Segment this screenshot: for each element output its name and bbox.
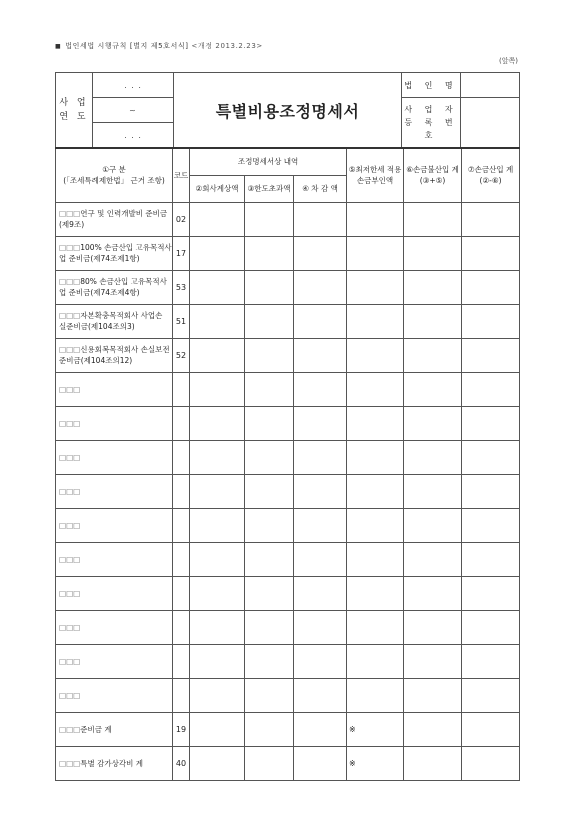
column-header-category: ①구 분 (「조세특례제한법」 근거 조항) xyxy=(56,148,173,202)
row-label-line2: 실준비금(제104조의3) xyxy=(59,322,135,331)
cell-company-amount[interactable] xyxy=(190,236,245,270)
cell-net-amount[interactable] xyxy=(294,474,347,508)
cell-min-tax-disallowed[interactable] xyxy=(347,270,404,304)
row-code xyxy=(173,576,190,610)
row-label-line1: 80% 손금산입 고유목적사 xyxy=(80,277,167,286)
cell-excess-limit[interactable] xyxy=(245,542,294,576)
revision-date: <개정 2013.2.23> xyxy=(191,42,263,50)
row-category-label xyxy=(56,338,173,372)
checkbox-placeholder-icon: □□□ xyxy=(59,311,81,320)
cell-deductible-total[interactable] xyxy=(462,338,520,372)
checkbox-placeholder-icon: □□□ xyxy=(59,656,81,666)
column-header-company-amount: ②회사계상액 xyxy=(190,175,245,202)
cell-excess-limit[interactable] xyxy=(245,236,294,270)
cell-company-amount[interactable] xyxy=(190,678,245,712)
row-code: 52 xyxy=(173,338,190,372)
form-reference-text: 법인세법 시행규칙 [별지 제5호서식] xyxy=(65,42,189,50)
cell-net-amount[interactable] xyxy=(294,372,347,406)
cell-nondeductible-total[interactable] xyxy=(404,440,462,474)
page-side-mark: (앞쪽) xyxy=(499,57,518,65)
checkbox-placeholder-icon: □□□ xyxy=(59,243,81,252)
cell-deductible-total[interactable] xyxy=(462,202,520,236)
cell-nondeductible-total[interactable] xyxy=(404,610,462,644)
checkbox-placeholder-icon: □□□ xyxy=(59,384,81,394)
row-category-label xyxy=(56,372,173,406)
row-code xyxy=(173,508,190,542)
cell-min-tax-disallowed[interactable] xyxy=(347,406,404,440)
cell-net-amount[interactable] xyxy=(294,746,347,780)
row-code: 19 xyxy=(173,712,190,746)
cell-nondeductible-total[interactable] xyxy=(404,304,462,338)
cell-company-amount[interactable] xyxy=(190,440,245,474)
table-row xyxy=(56,474,520,508)
row-code xyxy=(173,610,190,644)
cell-nondeductible-total[interactable] xyxy=(404,474,462,508)
cell-company-amount[interactable] xyxy=(190,474,245,508)
table-row xyxy=(56,372,520,406)
cell-min-tax-disallowed[interactable] xyxy=(347,338,404,372)
cell-min-tax-disallowed[interactable] xyxy=(347,542,404,576)
row-code xyxy=(173,542,190,576)
cell-min-tax-disallowed[interactable] xyxy=(347,678,404,712)
row-code xyxy=(173,372,190,406)
column-header-net-amount: ④ 차 감 액 xyxy=(294,175,347,202)
row-category-label xyxy=(56,610,173,644)
year-to-field[interactable]: . . . xyxy=(93,123,174,148)
form-header-table xyxy=(55,72,520,148)
row-category-label xyxy=(56,236,173,270)
row-label-line2: 업 준비금(제74조제4항) xyxy=(59,288,140,297)
table-row xyxy=(56,236,520,270)
cell-company-amount[interactable] xyxy=(190,304,245,338)
cell-company-amount[interactable] xyxy=(190,542,245,576)
cell-net-amount[interactable] xyxy=(294,610,347,644)
cell-excess-limit[interactable] xyxy=(245,406,294,440)
cell-net-amount[interactable] xyxy=(294,270,347,304)
cell-excess-limit[interactable] xyxy=(245,644,294,678)
cell-nondeductible-total[interactable] xyxy=(404,644,462,678)
cell-excess-limit[interactable] xyxy=(245,746,294,780)
cell-company-amount[interactable] xyxy=(190,576,245,610)
table-row xyxy=(56,508,520,542)
year-from-field[interactable]: . . . xyxy=(93,73,174,98)
cell-min-tax-disallowed[interactable] xyxy=(347,202,404,236)
row-code: 53 xyxy=(173,270,190,304)
cell-min-tax-disallowed[interactable] xyxy=(347,372,404,406)
cell-nondeductible-total[interactable] xyxy=(404,338,462,372)
cell-company-amount[interactable] xyxy=(190,644,245,678)
checkbox-placeholder-icon: □□□ xyxy=(59,345,81,354)
square-bullet-icon: ■ xyxy=(55,43,62,50)
cell-net-amount[interactable] xyxy=(294,202,347,236)
cell-deductible-total[interactable] xyxy=(462,474,520,508)
checkbox-placeholder-icon: □□□ xyxy=(59,486,81,496)
cell-deductible-total[interactable] xyxy=(462,270,520,304)
row-label-line1: 신용회복목적회사 손실보전 xyxy=(80,345,170,354)
cell-company-amount[interactable] xyxy=(190,372,245,406)
column-header-code: 코드 xyxy=(173,148,190,202)
row-category-label xyxy=(56,440,173,474)
cell-net-amount[interactable] xyxy=(294,542,347,576)
cell-deductible-total[interactable] xyxy=(462,576,520,610)
cell-deductible-total[interactable] xyxy=(462,746,520,780)
business-year-label: 사 업 연 도 xyxy=(56,73,93,148)
row-code: 02 xyxy=(173,202,190,236)
row-category-label xyxy=(56,474,173,508)
form-title: 특별비용조정명세서 xyxy=(174,73,402,148)
cell-net-amount[interactable] xyxy=(294,304,347,338)
cell-nondeductible-total[interactable] xyxy=(404,236,462,270)
row-category-label xyxy=(56,644,173,678)
cell-deductible-total[interactable] xyxy=(462,542,520,576)
cell-excess-limit[interactable] xyxy=(245,508,294,542)
row-code xyxy=(173,678,190,712)
row-category-label xyxy=(56,508,173,542)
cell-net-amount[interactable] xyxy=(294,440,347,474)
cell-min-tax-disallowed[interactable] xyxy=(347,304,404,338)
cell-min-tax-disallowed[interactable] xyxy=(347,610,404,644)
table-row xyxy=(56,678,520,712)
cell-excess-limit[interactable] xyxy=(245,576,294,610)
table-row xyxy=(56,576,520,610)
checkbox-placeholder-icon: □□□ xyxy=(59,690,81,700)
row-code xyxy=(173,474,190,508)
cell-company-amount[interactable] xyxy=(190,338,245,372)
cell-excess-limit[interactable] xyxy=(245,270,294,304)
cell-company-amount[interactable] xyxy=(190,610,245,644)
cell-min-tax-disallowed[interactable] xyxy=(347,644,404,678)
checkbox-placeholder-icon: □□□ xyxy=(59,209,81,218)
column-header-nondeductible-total: ⑥손금불산입 계 (③+⑤) xyxy=(404,148,462,202)
cell-nondeductible-total[interactable] xyxy=(404,372,462,406)
cell-deductible-total[interactable] xyxy=(462,644,520,678)
row-category-label xyxy=(56,678,173,712)
table-row xyxy=(56,712,520,746)
cell-company-amount[interactable] xyxy=(190,406,245,440)
cell-company-amount[interactable] xyxy=(190,508,245,542)
cell-excess-limit[interactable] xyxy=(245,712,294,746)
row-code xyxy=(173,644,190,678)
cell-excess-limit[interactable] xyxy=(245,202,294,236)
cell-deductible-total[interactable] xyxy=(462,304,520,338)
row-code: 40 xyxy=(173,746,190,780)
cell-excess-limit[interactable] xyxy=(245,610,294,644)
row-label-line2: 업 준비금(제74조제1항) xyxy=(59,254,140,263)
cell-excess-limit[interactable] xyxy=(245,678,294,712)
table-row xyxy=(56,542,520,576)
row-label-line1: 100% 손금산입 고유목적사 xyxy=(80,243,172,252)
cell-min-tax-disallowed[interactable] xyxy=(347,236,404,270)
row-code: 17 xyxy=(173,236,190,270)
cell-deductible-total[interactable] xyxy=(462,712,520,746)
cell-nondeductible-total[interactable] xyxy=(404,712,462,746)
checkbox-placeholder-icon: □□□ xyxy=(59,418,81,428)
table-body xyxy=(56,202,520,780)
cell-nondeductible-total[interactable] xyxy=(404,576,462,610)
row-label-line1: 특별 감가상각비 계 xyxy=(80,758,143,768)
cell-nondeductible-total[interactable] xyxy=(404,202,462,236)
cell-deductible-total[interactable] xyxy=(462,610,520,644)
row-code: 51 xyxy=(173,304,190,338)
corp-name-field[interactable] xyxy=(461,73,520,98)
cell-deductible-total[interactable] xyxy=(462,678,520,712)
row-label-line1: 연구 및 인력개발비 준비금 xyxy=(80,209,168,218)
cell-min-tax-disallowed[interactable] xyxy=(347,576,404,610)
row-category-label xyxy=(56,712,173,746)
row-category-label xyxy=(56,202,173,236)
row-label-line2: (제9조) xyxy=(59,220,85,229)
cell-net-amount[interactable] xyxy=(294,338,347,372)
column-group-adjustment-details: 조정명세서상 내역 xyxy=(190,148,347,175)
cell-excess-limit[interactable] xyxy=(245,338,294,372)
cell-min-tax-disallowed[interactable]: ※ xyxy=(347,746,404,780)
cell-deductible-total[interactable] xyxy=(462,508,520,542)
adjustment-detail-table xyxy=(55,147,520,781)
row-category-label xyxy=(56,746,173,780)
cell-excess-limit[interactable] xyxy=(245,304,294,338)
year-separator: ~ xyxy=(93,98,174,123)
cell-deductible-total[interactable] xyxy=(462,440,520,474)
cell-net-amount[interactable] xyxy=(294,712,347,746)
cell-company-amount[interactable] xyxy=(190,746,245,780)
column-header-min-tax-disallowed: ⑤최저한세 적용 손금부인액 xyxy=(347,148,404,202)
table-row xyxy=(56,406,520,440)
cell-net-amount[interactable] xyxy=(294,678,347,712)
cell-company-amount[interactable] xyxy=(190,202,245,236)
cell-nondeductible-total[interactable] xyxy=(404,508,462,542)
cell-deductible-total[interactable] xyxy=(462,372,520,406)
checkbox-placeholder-icon: □□□ xyxy=(59,554,81,564)
table-row xyxy=(56,202,520,236)
checkbox-placeholder-icon: □□□ xyxy=(59,277,81,286)
cell-net-amount[interactable] xyxy=(294,236,347,270)
cell-excess-limit[interactable] xyxy=(245,474,294,508)
table-row xyxy=(56,610,520,644)
row-category-label xyxy=(56,406,173,440)
table-row xyxy=(56,644,520,678)
cell-nondeductible-total[interactable] xyxy=(404,746,462,780)
cell-nondeductible-total[interactable] xyxy=(404,542,462,576)
cell-deductible-total[interactable] xyxy=(462,236,520,270)
table-row xyxy=(56,338,520,372)
cell-company-amount[interactable] xyxy=(190,270,245,304)
checkbox-placeholder-icon: □□□ xyxy=(59,520,81,530)
cell-company-amount[interactable] xyxy=(190,712,245,746)
row-category-label xyxy=(56,304,173,338)
row-label-line2: 준비금(제104조의12) xyxy=(59,356,133,365)
row-category-label xyxy=(56,542,173,576)
checkbox-placeholder-icon: □□□ xyxy=(59,724,81,734)
cell-min-tax-disallowed[interactable] xyxy=(347,474,404,508)
cell-net-amount[interactable] xyxy=(294,644,347,678)
cell-nondeductible-total[interactable] xyxy=(404,270,462,304)
cell-net-amount[interactable] xyxy=(294,406,347,440)
row-label-line1: 준비금 계 xyxy=(80,724,112,734)
table-row xyxy=(56,440,520,474)
checkbox-placeholder-icon: □□□ xyxy=(59,588,81,598)
cell-min-tax-disallowed[interactable] xyxy=(347,440,404,474)
checkbox-placeholder-icon: □□□ xyxy=(59,452,81,462)
cell-min-tax-disallowed[interactable] xyxy=(347,508,404,542)
column-header-deductible-total: ⑦손금산입 계 (②-⑥) xyxy=(462,148,520,202)
cell-nondeductible-total[interactable] xyxy=(404,406,462,440)
row-label-line1: 자본확충목적회사 사업손 xyxy=(80,311,163,320)
cell-net-amount[interactable] xyxy=(294,508,347,542)
cell-nondeductible-total[interactable] xyxy=(404,678,462,712)
checkbox-placeholder-icon: □□□ xyxy=(59,622,81,632)
cell-excess-limit[interactable] xyxy=(245,372,294,406)
row-code xyxy=(173,406,190,440)
table-row xyxy=(56,746,520,780)
checkbox-placeholder-icon: □□□ xyxy=(59,758,81,768)
table-row xyxy=(56,304,520,338)
table-row xyxy=(56,270,520,304)
column-header-excess-limit: ③한도초과액 xyxy=(245,175,294,202)
row-category-label xyxy=(56,576,173,610)
row-category-label xyxy=(56,270,173,304)
cell-deductible-total[interactable] xyxy=(462,406,520,440)
cell-net-amount[interactable] xyxy=(294,576,347,610)
form-reference-note xyxy=(55,41,263,51)
cell-min-tax-disallowed[interactable]: ※ xyxy=(347,712,404,746)
biz-reg-number-label: 사 업 자 등 록 번 호 xyxy=(402,98,461,148)
cell-excess-limit[interactable] xyxy=(245,440,294,474)
corp-name-label: 법 인 명 xyxy=(402,73,461,98)
row-code xyxy=(173,440,190,474)
biz-reg-number-field[interactable] xyxy=(461,98,520,148)
